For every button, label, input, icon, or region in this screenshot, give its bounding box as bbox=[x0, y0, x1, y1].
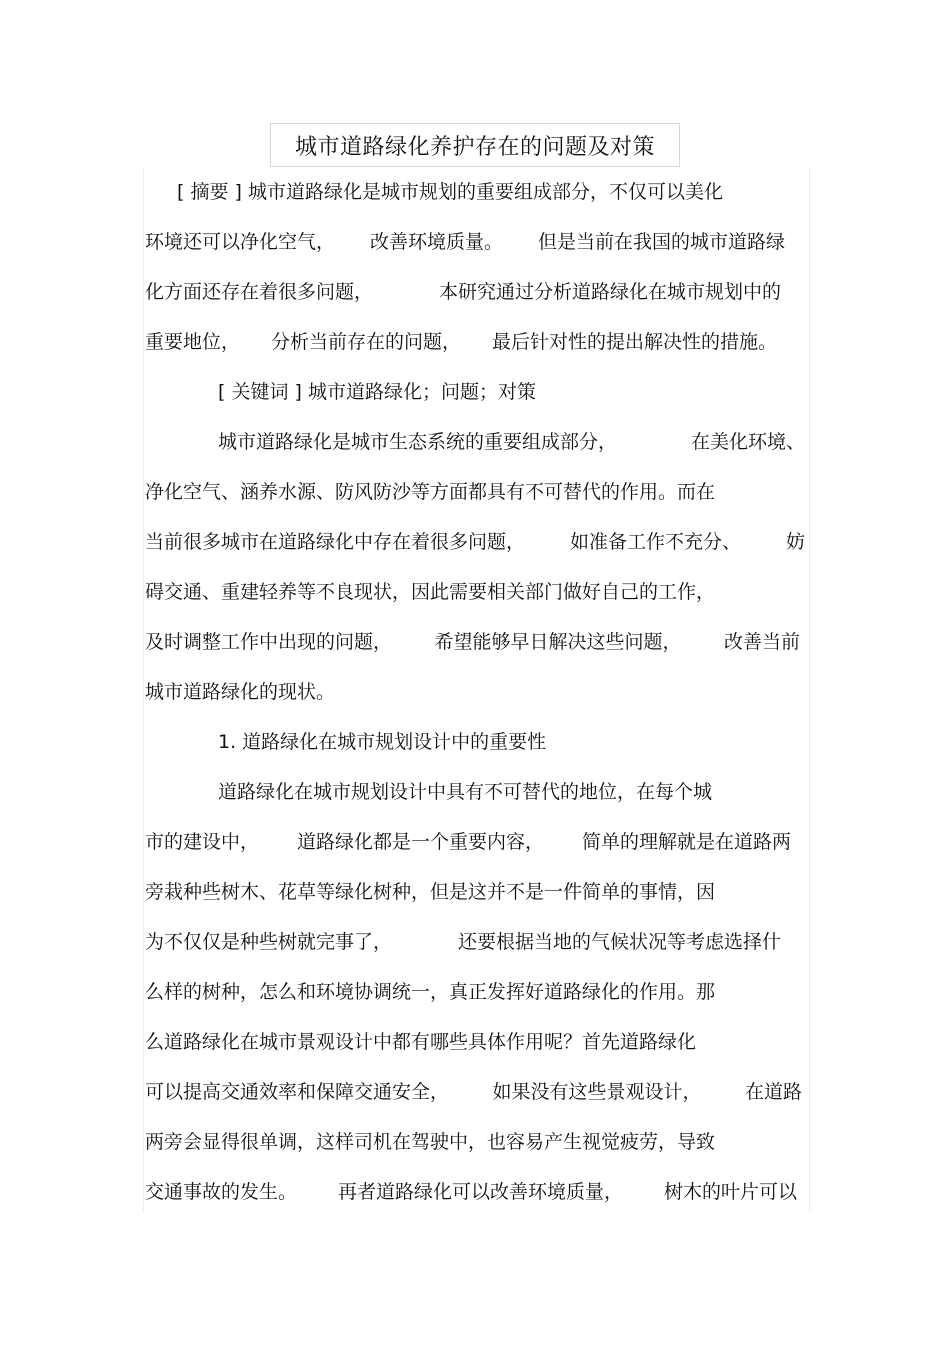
text-segment: 在道路 bbox=[744, 1081, 802, 1103]
text-segment: 当前很多城市在道路绿化中存在着很多问题， bbox=[145, 531, 526, 553]
text-segment: 但是当前在我国的城市道路绿 bbox=[537, 231, 785, 253]
keywords-line: [ 关键词 ] 城市道路绿化；问题；对策 bbox=[218, 381, 536, 403]
text-line bbox=[145, 430, 805, 454]
text-line: 么样的树种，怎么和环境协调统一，真正发挥好道路绿化的作用。那 bbox=[145, 981, 716, 1003]
text-segment: 可以提高交通效率和保障交通安全， bbox=[145, 1081, 450, 1103]
text-segment: 希望能够早日解决这些问题， bbox=[434, 631, 682, 653]
text-segment: 还要根据当地的气候状况等考虑选择什 bbox=[457, 931, 781, 953]
text-line: 旁栽种些树木、花草等绿化树种，但是这并不是一件简单的事情，因 bbox=[145, 881, 716, 903]
text-line bbox=[145, 830, 791, 854]
text-segment: 市的建设中， bbox=[145, 831, 260, 853]
text-segment: 交通事故的发生。 bbox=[145, 1181, 298, 1203]
section-heading: 1. 道路绿化在城市规划设计中的重要性 bbox=[218, 731, 547, 753]
text-line bbox=[145, 930, 781, 954]
text-line: 城市道路绿化的现状。 bbox=[145, 681, 336, 703]
text-segment: 重要地位， bbox=[145, 331, 241, 353]
document-title: 城市道路绿化养护存在的问题及对策 bbox=[270, 123, 680, 167]
text-line: 么道路绿化在城市景观设计中都有哪些具体作用呢？首先道路绿化 bbox=[145, 1031, 697, 1053]
text-line bbox=[145, 280, 781, 304]
text-line bbox=[145, 230, 785, 254]
text-segment: 及时调整工作中出现的问题， bbox=[145, 631, 393, 653]
text-segment: 本研究通过分析道路绿化在城市规划中的 bbox=[438, 281, 781, 303]
text-segment: 道路绿化都是一个重要内容， bbox=[296, 831, 544, 853]
text-line bbox=[145, 1180, 797, 1204]
text-segment: 最后针对性的提出解决性的措施。 bbox=[491, 331, 777, 353]
text-line bbox=[145, 1080, 802, 1104]
text-line bbox=[145, 330, 777, 354]
text-segment: 环境还可以净化空气， bbox=[145, 231, 336, 253]
text-segment: 再者道路绿化可以改善环境质量， bbox=[337, 1181, 623, 1203]
text-segment: 改善环境质量。 bbox=[369, 231, 503, 253]
text-line: 两旁会显得很单调，这样司机在驾驶中，也容易产生视觉疲劳，导致 bbox=[145, 1131, 716, 1153]
text-segment: 城市道路绿化是城市生态系统的重要组成部分， bbox=[218, 431, 618, 453]
text-line: 道路绿化在城市规划设计中具有不可替代的地位，在每个城 bbox=[218, 781, 713, 803]
text-line bbox=[145, 530, 805, 554]
text-segment: 分析当前存在的问题， bbox=[270, 331, 461, 353]
text-line: 净化空气、涵养水源、防风防沙等方面都具有不可替代的作用。而在 bbox=[145, 481, 716, 503]
text-segment: 化方面还存在着很多问题， bbox=[145, 281, 374, 303]
text-segment: 树木的叶片可以 bbox=[663, 1181, 797, 1203]
text-line: [ 摘要 ] 城市道路绿化是城市规划的重要组成部分，不仅可以美化 bbox=[177, 181, 723, 203]
text-segment: 妨 bbox=[785, 531, 805, 553]
text-segment: 在美化环境、 bbox=[690, 431, 805, 453]
text-segment: 如果没有这些景观设计， bbox=[492, 1081, 702, 1103]
text-segment: 如准备工作不充分、 bbox=[569, 531, 741, 553]
text-line bbox=[145, 630, 800, 654]
text-segment: 为不仅仅是种些树就完事了， bbox=[145, 931, 393, 953]
text-segment: 改善当前 bbox=[723, 631, 800, 653]
text-line: 碍交通、重建轻养等不良现状，因此需要相关部门做好自己的工作， bbox=[145, 581, 716, 603]
text-segment: 简单的理解就是在道路两 bbox=[581, 831, 791, 853]
